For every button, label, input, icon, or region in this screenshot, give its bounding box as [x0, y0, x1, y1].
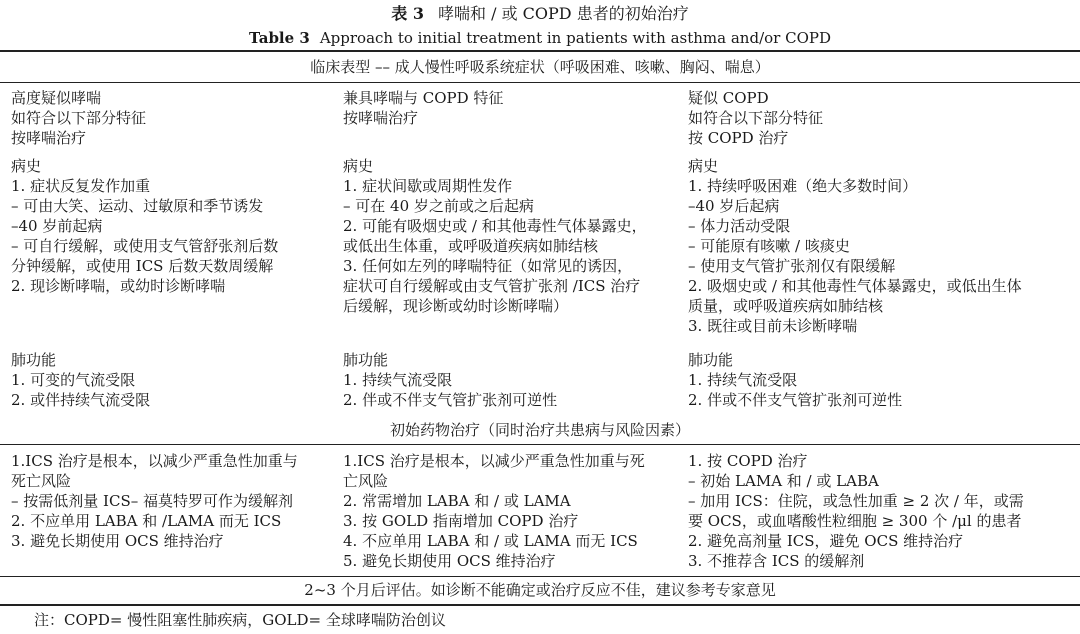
col3-treatment-line: 要 OCS，或血嗜酸性粒细胞 ≥ 300 个 /μl 的患者 [688, 512, 1022, 530]
col1-lung-line: 1. 可变的气流受限 [11, 371, 136, 389]
col2-history-line: – 可在 40 岁之前或之后起病 [343, 197, 534, 215]
col2-history-line: 3. 任何如左列的哮喘特征（如常见的诱因， [343, 257, 633, 275]
table-bottom-rule [0, 604, 1080, 606]
col1-history-line: 2. 现诊断哮喘，或幼时诊断哮喘 [11, 277, 226, 295]
col3-history-line: 1. 持续呼吸困难（绝大多数时间） [688, 177, 918, 195]
col1-history [11, 156, 343, 296]
col3-treatment-line: 3. 不推荐含 ICS 的缓解剂 [688, 552, 865, 570]
col2-history [343, 156, 675, 316]
col3-treatment [688, 451, 1024, 571]
col1-lung-function [11, 350, 343, 410]
clinical-header-rule [0, 82, 1080, 83]
col1-history-line: 分钟缓解，或使用 ICS 后数天数周缓解 [11, 257, 274, 275]
col3-history-line: – 可能原有咳嗽 / 咳痰史 [688, 237, 850, 255]
col3-history-line: – 使用支气管扩张剂仅有限缓解 [688, 257, 896, 275]
col1-header [11, 88, 343, 148]
table-label-en: Table 3 [249, 29, 310, 47]
col1-history-line: – 可由大笑、运动、过敏原和季节诱发 [11, 197, 264, 215]
col3-lung-function [688, 350, 1020, 410]
col2-treatment-line: 1.ICS 治疗是根本，以减少严重急性加重与死 [343, 452, 645, 470]
col1-history-line: –40 岁前起病 [11, 217, 103, 235]
col1-treatment-line: 1.ICS 治疗是根本，以减少严重急性加重与 [11, 452, 298, 470]
col3-header-line: 按 COPD 治疗 [688, 129, 789, 147]
col3-history-line: 3. 既往或目前未诊断哮喘 [688, 317, 858, 335]
col3-lung-title: 肺功能 [688, 351, 734, 369]
table-title-en [0, 28, 1080, 48]
col2-history-line: 或低出生体重，或呼吸道疾病如肺结核 [343, 237, 599, 255]
col3-treatment-line: 1. 按 COPD 治疗 [688, 452, 808, 470]
col2-history-line: 后缓解，现诊断或幼时诊断哮喘） [343, 297, 569, 315]
col1-history-line: 1. 症状反复发作加重 [11, 177, 151, 195]
col2-treatment-line: 5. 避免长期使用 OCS 维持治疗 [343, 552, 556, 570]
col2-lung-function [343, 350, 675, 410]
col3-header [688, 88, 1020, 148]
clinical-phenotype-header: 临床表型 –– 成人慢性呼吸系统症状（呼吸困难、咳嗽、胸闷、喘息） [310, 58, 770, 76]
col2-header-line: 按哮喘治疗 [343, 109, 419, 127]
evaluation-top-rule [0, 576, 1080, 577]
col3-lung-line: 1. 持续气流受限 [688, 371, 798, 389]
col2-history-title: 病史 [343, 157, 374, 175]
col1-history-line: – 可自行缓解，或使用支气管舒张剂后数 [11, 237, 279, 255]
col1-treatment-line: 2. 不应单用 LABA 和 /LAMA 而无 ICS [11, 512, 282, 530]
col1-treatment-line: – 按需低剂量 ICS– 福莫特罗可作为缓解剂 [11, 492, 293, 510]
col3-history-line: 2. 吸烟史或 / 和其他毒性气体暴露史，或低出生体 [688, 277, 1022, 295]
col3-history-line: –40 岁后起病 [688, 197, 780, 215]
col1-header-line: 如符合以下部分特征 [11, 109, 147, 127]
col3-history-line: – 体力活动受限 [688, 217, 791, 235]
col2-treatment [343, 451, 675, 571]
col2-history-line: 1. 症状间歇或周期性发作 [343, 177, 513, 195]
col1-lung-line: 2. 或伴持续气流受限 [11, 391, 151, 409]
initial-treatment-header: 初始药物治疗（同时治疗共患病与风险因素） [389, 421, 690, 439]
col3-treatment-line: 2. 避免高剂量 ICS，避免 OCS 维持治疗 [688, 532, 964, 550]
table-label-cn: 表 3 [391, 4, 424, 23]
col2-lung-line: 1. 持续气流受限 [343, 371, 453, 389]
col2-lung-title: 肺功能 [343, 351, 389, 369]
col2-lung-line: 2. 伴或不伴支气管扩张剂可逆性 [343, 391, 558, 409]
col1-history-title: 病史 [11, 157, 42, 175]
col2-header-line: 兼具哮喘与 COPD 特征 [343, 89, 504, 107]
col3-header-line: 疑似 COPD [688, 89, 769, 107]
table-caption-cn: 哮喘和 / 或 COPD 患者的初始治疗 [438, 4, 689, 23]
col1-treatment [11, 451, 343, 551]
col3-history-title: 病史 [688, 157, 719, 175]
treatment-header-rule [0, 444, 1080, 445]
col3-treatment-line: – 初始 LAMA 和 / 或 LABA [688, 472, 879, 490]
col2-treatment-line: 3. 按 GOLD 指南增加 COPD 治疗 [343, 512, 579, 530]
col3-history [688, 156, 1020, 336]
col1-lung-title: 肺功能 [11, 351, 57, 369]
col3-treatment-line: – 加用 ICS：住院，或急性加重 ≥ 2 次 / 年，或需 [688, 492, 1024, 510]
col2-history-line: 2. 可能有吸烟史或 / 和其他毒性气体暴露史， [343, 217, 647, 235]
col2-treatment-line: 亡风险 [343, 472, 389, 490]
col1-header-line: 按哮喘治疗 [11, 129, 87, 147]
col1-treatment-line: 3. 避免长期使用 OCS 维持治疗 [11, 532, 224, 550]
col2-header [343, 88, 675, 128]
col2-history-line: 症状可自行缓解或由支气管扩张剂 /ICS 治疗 [343, 277, 641, 295]
col2-treatment-line: 2. 常需增加 LABA 和 / 或 LAMA [343, 492, 571, 510]
col2-treatment-line: 4. 不应单用 LABA 和 / 或 LAMA 而无 ICS [343, 532, 638, 550]
col3-header-line: 如符合以下部分特征 [688, 109, 824, 127]
table-top-rule [0, 50, 1080, 52]
col1-treatment-line: 死亡风险 [11, 472, 72, 490]
table-footnote: 注：COPD= 慢性阻塞性肺疾病，GOLD= 全球哮喘防治创议 [34, 611, 446, 629]
table-caption-en: Approach to initial treatment in patients with asthma and/or COPD [319, 29, 831, 47]
col3-lung-line: 2. 伴或不伴支气管扩张剂可逆性 [688, 391, 903, 409]
evaluation-note: 2~3 个月后评估。如诊断不能确定或治疗反应不佳，建议参考专家意见 [304, 581, 776, 599]
col3-history-line: 质量，或呼吸道疾病如肺结核 [688, 297, 884, 315]
table-title-cn [0, 4, 1080, 24]
col1-header-line: 高度疑似哮喘 [11, 89, 102, 107]
